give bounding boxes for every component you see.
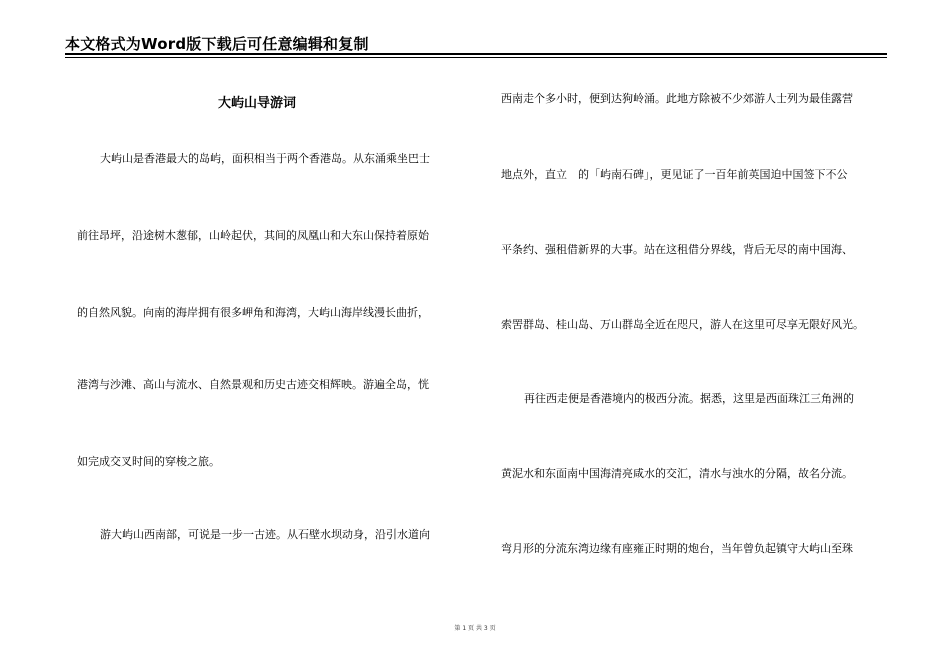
right-line-1: 西南走个多小时，便到达狗岭涌。此地方除被不少郊游人士列为最佳露营 xyxy=(501,92,853,105)
left-line-6: 游大屿山西南部，可说是一步一古迹。从石壁水坝动身，沿引水道向 xyxy=(100,528,430,541)
header-rule-thick xyxy=(65,53,887,55)
right-line-2: 地点外，直立 的「屿南石碑」，更见证了一百年前英国迫中国签下不公 xyxy=(501,168,848,181)
left-line-5: 如完成交叉时间的穿梭之旅。 xyxy=(77,455,220,468)
right-line-6: 黄泥水和东面南中国海清亮咸水的交汇，清水与浊水的分隔，故名分流。 xyxy=(501,467,853,480)
right-line-3: 平条约、强租借新界的大事。站在这租借分界线，背后无尽的南中国海、 xyxy=(501,243,853,256)
left-line-4: 港湾与沙滩、高山与流水、自然景观和历史古迹交相辉映。游遍全岛，恍 xyxy=(77,378,429,391)
page-number: 第 1 页 共 3 页 xyxy=(454,625,496,632)
left-line-1: 大屿山是香港最大的岛屿，面积相当于两个香港岛。从东涌乘坐巴士 xyxy=(100,152,430,165)
right-line-4: 索罟群岛、桂山岛、万山群岛全近在咫尺，游人在这里可尽享无限好风光。 xyxy=(501,318,864,331)
left-line-3: 的自然风貌。向南的海岸拥有很多岬角和海湾，大屿山海岸线漫长曲折， xyxy=(77,306,429,319)
right-line-7: 弯月形的分流东湾边缘有座雍正时期的炮台，当年曾负起镇守大屿山至珠 xyxy=(501,542,853,555)
left-line-2: 前往昂坪，沿途树木葱郁，山岭起伏，其间的凤凰山和大东山保持着原始 xyxy=(77,229,429,242)
document-title: 大屿山导游词 xyxy=(218,96,297,111)
right-line-5: 再往西走便是香港境内的极西分流。据悉，这里是西面珠江三角洲的 xyxy=(524,392,854,405)
header-rule-thin xyxy=(65,57,887,58)
document-banner: 本文格式为Word版下载后可任意编辑和复制 xyxy=(65,35,369,53)
